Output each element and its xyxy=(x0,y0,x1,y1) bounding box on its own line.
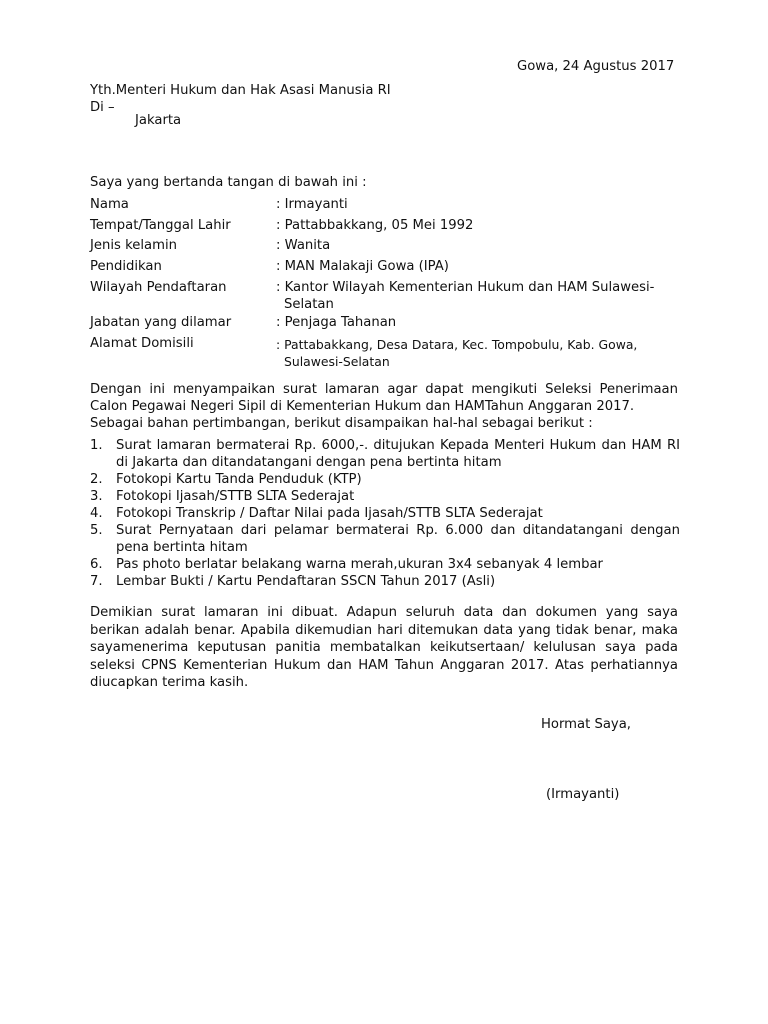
identity-row-education xyxy=(90,258,680,279)
list-item-text: Surat lamaran bermaterai Rp. 6000,-. ditujukan Kepada Menteri Hukum dan HAM RI di Jakarta dan ditandatangani dengan pena bertinta hitam xyxy=(116,438,680,470)
list-item-text: Pas photo berlatar belakang warna merah,ukuran 3x4 sebanyak 4 lembar xyxy=(116,557,603,572)
list-item-text: Surat Pernyataan dari pelamar bermaterai Rp. 6.000 dan ditandatangani dengan pena bertinta hitam xyxy=(116,523,680,555)
letter-date: Gowa, 24 Agustus 2017 xyxy=(517,59,675,74)
opening-paragraph xyxy=(90,381,678,432)
identity-label: Jenis kelamin xyxy=(90,238,177,253)
intro-text: Saya yang bertanda tangan di bawah ini : xyxy=(90,175,367,190)
list-item xyxy=(90,522,680,556)
list-item xyxy=(90,556,680,573)
identity-value: : MAN Malakaji Gowa (IPA) xyxy=(276,259,449,274)
signature-name: (Irmayanti) xyxy=(546,787,620,802)
identity-row-name xyxy=(90,196,680,217)
identity-label: Alamat Domisili xyxy=(90,336,194,351)
identity-table xyxy=(90,196,680,370)
identity-label: Pendidikan xyxy=(90,259,162,274)
list-item-text: Lembar Bukti / Kartu Pendaftaran SSCN Tahun 2017 (Asli) xyxy=(116,574,496,589)
opening-paragraph-lead: Sebagai bahan pertimbangan, berikut disampaikan hal-hal sebagai berikut : xyxy=(90,416,593,431)
identity-row-birth xyxy=(90,217,680,237)
list-item-number: 4. xyxy=(90,506,103,521)
recipient-line: Yth.Menteri Hukum dan Hak Asasi Manusia RI xyxy=(90,83,391,98)
list-item-number: 5. xyxy=(90,523,103,538)
list-item-number: 2. xyxy=(90,472,103,487)
identity-label: Tempat/Tanggal Lahir xyxy=(90,218,231,233)
identity-value: : Penjaga Tahanan xyxy=(276,315,397,330)
identity-value: : Irmayanti xyxy=(276,197,348,212)
identity-row-address xyxy=(90,335,680,370)
recipient-city: Jakarta xyxy=(135,113,182,128)
list-item xyxy=(90,437,680,471)
identity-row-position xyxy=(90,314,680,335)
list-item-number: 7. xyxy=(90,574,103,589)
list-item xyxy=(90,573,680,590)
list-item-text: Fotokopi Ijasah/STTB SLTA Sederajat xyxy=(116,489,355,504)
identity-row-gender xyxy=(90,237,680,258)
list-item-number: 6. xyxy=(90,557,103,572)
recipient-di: Di – xyxy=(90,100,115,115)
list-item-number: 3. xyxy=(90,489,103,504)
list-item xyxy=(90,505,680,522)
list-item-number: 1. xyxy=(90,438,103,453)
list-item-text: Fotokopi Kartu Tanda Penduduk (KTP) xyxy=(116,472,362,487)
identity-label: Nama xyxy=(90,197,129,212)
identity-value: : Wanita xyxy=(276,238,331,253)
identity-label: Jabatan yang dilamar xyxy=(90,315,232,330)
opening-paragraph-text: Dengan ini menyampaikan surat lamaran agar dapat mengikuti Seleksi Penerimaan Calon Pegawai Negeri Sipil di Kementerian Hukum dan HAMTahun Anggaran 2017. xyxy=(90,382,678,414)
list-item xyxy=(90,471,680,488)
attachment-list xyxy=(90,437,680,590)
closing-paragraph: Demikian surat lamaran ini dibuat. Adapun seluruh data dan dokumen yang saya berikan adalah benar. Apabila dikemudian hari ditemukan data yang tidak benar, maka sayamenerima keputusan panitia membatalkan keikutsertaan/ kelulusan saya pada seleksi CPNS Kementerian Hukum dan HAM Tahun Anggaran 2017. Atas perhatiannya diucapkan terima kasih. xyxy=(90,605,678,690)
identity-value: : Pattabakkang, Desa Datara, Kec. Tompobulu, Kab. Gowa, Sulawesi-Selatan xyxy=(276,337,638,369)
list-item-text: Fotokopi Transkrip / Daftar Nilai pada Ijasah/STTB SLTA Sederajat xyxy=(116,506,543,521)
identity-row-region xyxy=(90,279,680,314)
closing-salutation: Hormat Saya, xyxy=(541,717,631,732)
identity-value: : Pattabbakkang, 05 Mei 1992 xyxy=(276,218,474,233)
identity-value: : Kantor Wilayah Kementerian Hukum dan HAM Sulawesi-Selatan xyxy=(276,280,655,312)
identity-label: Wilayah Pendaftaran xyxy=(90,280,227,295)
list-item xyxy=(90,488,680,505)
